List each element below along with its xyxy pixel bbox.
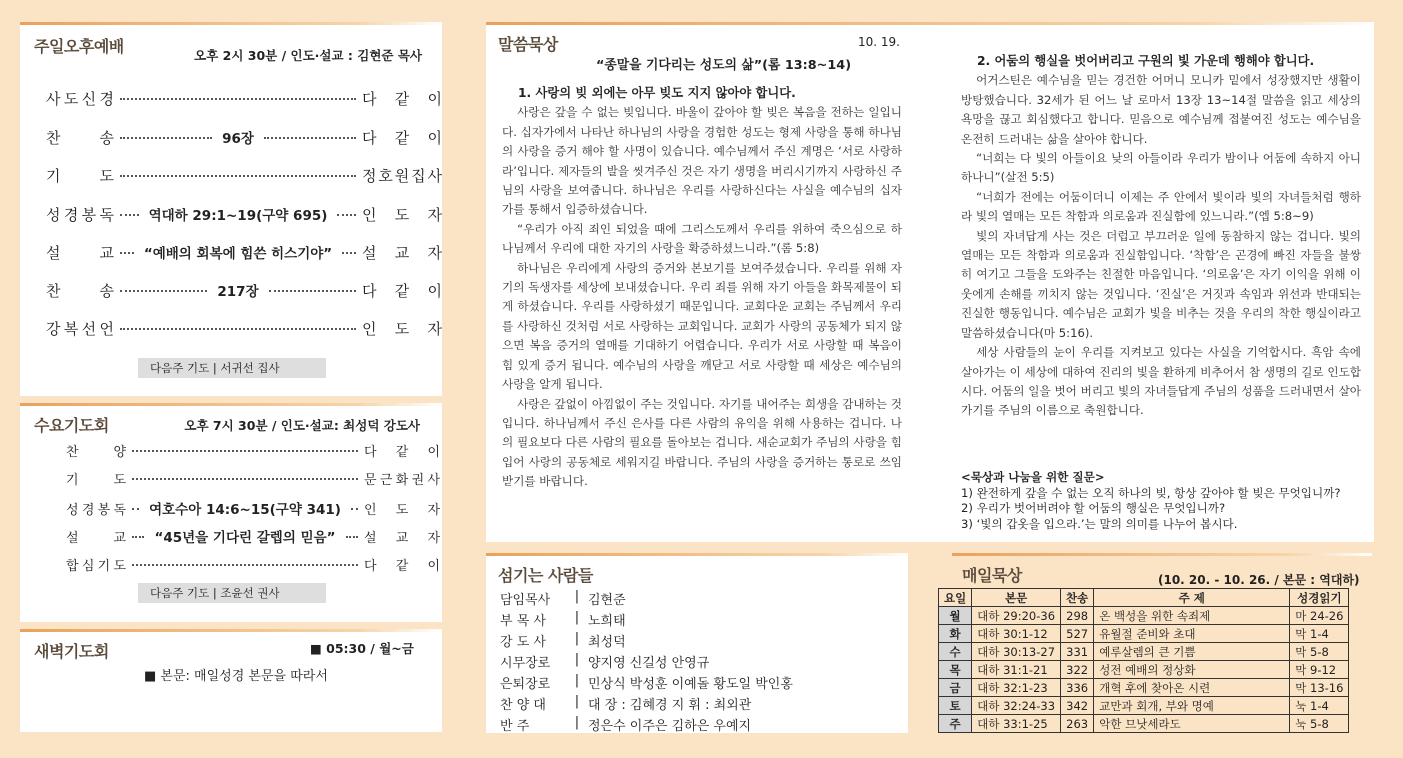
order-label: 성 경 봉 독 <box>66 503 126 518</box>
table-cell-text: 대하 31:1-21 <box>972 661 1061 679</box>
section-bar <box>952 553 1372 556</box>
section-title: 주일오후예배 <box>34 37 124 56</box>
separator: | <box>574 631 580 646</box>
order-row <box>66 441 440 460</box>
table-cell-hymn: 331 <box>1061 643 1094 661</box>
separator: | <box>574 673 580 688</box>
table-header: 찬송 <box>1061 589 1094 607</box>
order-label: 기 도 <box>46 167 114 185</box>
question: 3) ‘빛의 갑옷을 입으라.’는 말의 의미를 나누어 봅시다. <box>961 516 1238 531</box>
order-label: 성 경 봉 독 <box>46 206 114 224</box>
servant-row <box>500 610 626 629</box>
servant-role: 반 주 <box>500 719 530 734</box>
separator: | <box>574 610 580 625</box>
sunday-pm-panel <box>20 22 442 396</box>
table-cell-text: 대하 29:20-36 <box>972 607 1061 625</box>
table-cell-day: 수 <box>939 643 972 661</box>
section-bar <box>20 22 442 25</box>
table-cell-day: 토 <box>939 697 972 715</box>
order-detail: 역대하 29:1~19(구약 695) <box>148 208 328 224</box>
order-leader: 다 같 이 <box>364 445 440 460</box>
servant-role: 담임목사 <box>500 593 551 608</box>
dawn-text: ■ 본문: 매일성경 본문을 따라서 <box>144 669 328 684</box>
leader-dots <box>132 564 358 566</box>
table-cell-text: 대하 32:1-23 <box>972 679 1061 697</box>
section-title: 새벽기도회 <box>34 642 109 661</box>
servant-role: 부 목 사 <box>500 614 546 629</box>
table-cell-read: 막 5-8 <box>1290 643 1349 661</box>
questions-title: <묵상과 나눔을 위한 질문> <box>961 470 1105 484</box>
table-cell-hymn: 527 <box>1061 625 1094 643</box>
leader-dots <box>120 137 212 139</box>
leader-dots <box>120 290 207 292</box>
service-info: 오후 7시 30분 / 인도·설교: 최성덕 강도사 <box>184 418 420 433</box>
servant-row <box>500 631 626 650</box>
order-label: 강 복 선 언 <box>46 320 114 338</box>
table-cell-read: 막 1-4 <box>1290 625 1349 643</box>
order-leader: 인 도 자 <box>362 320 442 338</box>
section-bar <box>20 403 442 406</box>
order-leader: 정 호 원 집 사 <box>362 167 442 185</box>
order-leader: 다 같 이 <box>364 559 440 574</box>
table-cell-text: 대하 33:1-25 <box>972 715 1061 733</box>
meditation-panel <box>486 22 1374 542</box>
table-cell-hymn: 342 <box>1061 697 1094 715</box>
meditation-column-right <box>961 52 1361 421</box>
order-detail: 217장 <box>217 284 259 300</box>
table-cell-day: 주 <box>939 715 972 733</box>
leader-dots <box>132 478 358 480</box>
table-row <box>939 715 1349 733</box>
order-row <box>46 127 442 148</box>
leader-dots <box>346 536 358 538</box>
table-cell-theme: 성전 예배의 정상화 <box>1094 661 1290 679</box>
scripture-quote: “너희는 다 빛의 아들이요 낮의 아들이라 우리가 밤이나 어둠에 속하지 아니하나니”(살전 5:5) <box>961 151 1361 185</box>
order-label: 찬 송 <box>46 282 114 300</box>
leader-dots <box>120 98 356 100</box>
servant-names: 최성덕 <box>588 635 626 650</box>
order-leader: 설 교 자 <box>362 244 442 262</box>
servant-role: 은퇴장로 <box>500 677 551 692</box>
order-label: 찬 양 <box>66 445 126 460</box>
servant-names: 노희태 <box>588 614 626 629</box>
separator: | <box>574 715 580 730</box>
order-leader: 설 교 자 <box>364 531 441 546</box>
table-cell-day: 화 <box>939 625 972 643</box>
leader-dots <box>351 508 358 510</box>
dawn-panel <box>20 629 442 732</box>
order-detail: “45년을 기다린 갈렙의 믿음” <box>154 530 336 546</box>
order-leader: 인 도 자 <box>364 503 440 518</box>
order-label: 설 교 <box>66 531 126 546</box>
table-header: 요일 <box>939 589 972 607</box>
order-label: 설 교 <box>46 244 114 262</box>
leader-dots <box>120 214 139 216</box>
order-row <box>46 318 442 339</box>
scripture-quote: “우리가 아직 죄인 되었을 때에 그리스도께서 우리를 위하여 죽으심으로 하나님께서 우리에 대한 자기의 사랑을 확증하셨느니라.”(롬 5:8) <box>502 221 902 256</box>
servant-role: 찬 양 대 <box>500 698 546 713</box>
table-cell-text: 대하 30:1-12 <box>972 625 1061 643</box>
table-row <box>939 643 1349 661</box>
leader-dots <box>120 328 356 330</box>
leader-dots <box>264 137 356 139</box>
table-cell-theme: 온 백성을 위한 속죄제 <box>1094 607 1290 625</box>
separator: | <box>574 652 580 667</box>
order-row <box>46 88 442 109</box>
point-heading: 1. 사랑의 빚 외에는 아무 빚도 지지 않아야 합니다. <box>517 86 796 100</box>
order-row <box>66 498 440 518</box>
servant-names: 정은수 이주은 김하은 우예지 <box>588 719 752 734</box>
next-week-prayer: 다음주 기도 | 서귀선 집사 <box>138 358 326 378</box>
table-cell-day: 목 <box>939 661 972 679</box>
leader-dots <box>269 290 356 292</box>
service-info: 오후 2시 30분 / 인도·설교 : 김현준 목사 <box>194 48 422 63</box>
section-bar <box>486 22 1374 25</box>
dawn-time: ■ 05:30 / 월~금 <box>310 641 414 656</box>
table-header: 본문 <box>972 589 1061 607</box>
order-leader: 다 같 이 <box>362 282 443 300</box>
point-heading: 2. 어둠의 행실을 벗어버리고 구원의 빛 가운데 행해야 합니다. <box>976 54 1315 68</box>
table-row <box>939 625 1349 643</box>
leader-dots <box>132 536 144 538</box>
table-cell-read: 눅 5-8 <box>1290 715 1349 733</box>
order-row <box>66 469 440 488</box>
table-cell-theme: 개혁 후에 찾아온 시련 <box>1094 679 1290 697</box>
order-row <box>46 204 442 225</box>
separator: | <box>574 694 580 709</box>
scripture-quote: “너희가 전에는 어둠이더니 이제는 주 안에서 빛이라 빛의 자녀들처럼 행하라 빛의 열매는 모든 착함과 의로움과 진실함에 있느니라.”(엡 5:8~9) <box>961 189 1361 224</box>
order-row <box>46 242 442 263</box>
order-row <box>66 555 440 574</box>
servant-names: 김현준 <box>588 593 626 608</box>
order-row <box>46 280 442 301</box>
leader-dots <box>120 175 356 177</box>
table-cell-read: 막 9-12 <box>1290 661 1349 679</box>
table-cell-read: 마 24-26 <box>1290 607 1349 625</box>
order-detail: 96장 <box>222 131 254 147</box>
order-row <box>46 165 442 186</box>
table-header: 성경읽기 <box>1290 589 1349 607</box>
meditation-date: 10. 19. <box>858 35 900 49</box>
question: 2) 우리가 벗어버려야 할 어둠의 행실은 무엇입니까? <box>961 501 1226 516</box>
meditation-column-left <box>502 84 902 492</box>
order-detail: “예배의 회복에 힘쓴 히스기야” <box>143 246 333 262</box>
separator: | <box>574 589 580 604</box>
order-leader: 다 같 이 <box>362 90 442 108</box>
servant-names: 대 장 : 김혜경 지 휘 : 최외관 <box>588 698 752 713</box>
table-header: 주 제 <box>1094 589 1290 607</box>
paragraph: 세상 사람들의 눈이 우리를 지켜보고 있다는 사실을 기억합시다. 흑암 속에 살아가는 이 세상에 대하여 진리의 빛을 환하게 비추어서 참 생명의 길로 인도합시다. 어둠의 일을 벗어 버리고 빛의 자녀들답게 주님의 성품을 드러내면서 살아가기를 주님의 이름으로 축원합니다. <box>961 345 1361 418</box>
table-cell-read: 눅 1-4 <box>1290 697 1349 715</box>
table-cell-hymn: 336 <box>1061 679 1094 697</box>
order-label: 기 도 <box>66 473 126 488</box>
leader-dots <box>337 214 356 216</box>
table-cell-hymn: 322 <box>1061 661 1094 679</box>
table-cell-hymn: 298 <box>1061 607 1094 625</box>
table-cell-text: 대하 30:13-27 <box>972 643 1061 661</box>
leader-dots <box>132 508 139 510</box>
table-row <box>939 661 1349 679</box>
servants-panel <box>486 553 908 733</box>
leader-dots <box>132 450 358 452</box>
table-cell-read: 막 13-16 <box>1290 679 1349 697</box>
section-bar <box>20 629 442 632</box>
leader-dots <box>120 252 134 254</box>
table-cell-day: 금 <box>939 679 972 697</box>
servant-names: 민상식 박성훈 이예돌 황도일 박인홍 <box>588 677 793 692</box>
daily-range: (10. 20. - 10. 26. / 본문 : 역대하) <box>1158 573 1360 587</box>
order-detail: 여호수아 14:6~15(구약 341) <box>149 502 341 518</box>
order-leader: 문 근 화 권 사 <box>364 473 440 488</box>
section-title: 섬기는 사람들 <box>498 566 593 585</box>
servant-role: 강 도 사 <box>500 635 546 650</box>
table-row <box>939 679 1349 697</box>
servant-row <box>500 652 709 671</box>
discussion-questions <box>961 470 1361 532</box>
servant-role: 시무장로 <box>500 656 551 671</box>
daily-table <box>938 588 1349 733</box>
table-cell-hymn: 263 <box>1061 715 1094 733</box>
table-cell-theme: 예루살렘의 큰 기쁨 <box>1094 643 1290 661</box>
servant-row <box>500 694 751 713</box>
section-bar <box>486 553 908 556</box>
section-title: 수요기도회 <box>34 416 109 435</box>
servant-row <box>500 715 751 734</box>
table-cell-theme: 유월절 준비와 초대 <box>1094 625 1290 643</box>
order-row <box>66 526 440 546</box>
order-leader: 다 같 이 <box>362 129 443 147</box>
paragraph: 하나님은 우리에게 사랑의 증거와 본보기를 보여주셨습니다. 우리를 위해 자기의 독생자를 세상에 보내셨습니다. 우리 죄를 위해 자기 아들을 화목제물이 되게 하셨습니다. 우리를 사랑하셨기 때문입니다. 교회다운 교회는 주님께서 우리를 사랑하신 것처럼 서로 사랑하는 교회입니다. 교회가 사랑의 공동체가 되지 않으면 복음 증거의 열매를 기대하기 어렵습니다. 우리가 서로 사랑할 때 복음이 힘 있게 증거 됩니다. 예수님의 사랑을 깨닫고 서로 사랑할 때 세상은 예수님의 사랑을 알게 됩니다. <box>502 260 902 392</box>
servant-row <box>500 589 626 608</box>
table-cell-day: 월 <box>939 607 972 625</box>
question: 1) 완전하게 갚을 수 없는 오직 하나의 빚, 항상 갚아야 할 빚은 무엇입니까? <box>961 485 1341 500</box>
paragraph: 사랑은 갚없이 아낌없이 주는 것입니다. 자기를 내어주는 희생을 감내하는 것입니다. 하나님께서 주신 은사를 다른 사람의 유익을 위해 사용하는 겁니다. 나의 필요보다 다른 사람의 필요를 돌아보는 겁니다. 새순교회가 주님의 사랑을 힘입어 사랑의 공동체로 세워지길 바랍니다. 주님의 사랑을 증거하는 통로로 쓰임 받기를 바랍니다. <box>502 396 902 489</box>
table-row <box>939 607 1349 625</box>
section-title: 말씀묵상 <box>498 35 558 54</box>
servant-row <box>500 673 793 692</box>
order-label: 사 도 신 경 <box>46 90 114 108</box>
sermon-subtitle: “종말을 기다리는 성도의 삶”(롬 13:8~14) <box>596 58 852 73</box>
paragraph: 사랑은 갚을 수 없는 빚입니다. 바울이 갚아야 할 빚은 복음을 전하는 일입니다. 십자가에서 나타난 하나님의 사랑을 경험한 성도는 형제 사랑을 통해 하나님의 사랑을 증거 해야 할 사명이 있습니다. 예수님께서 주신 계명은 ‘서로 사랑하라’입니다. 제자들의 발을 씻겨주신 것은 자기 생명을 버리시기까지 사랑하신 주님의 사랑을 보여줍니다. 하나님은 우리를 사랑하신다는 사실을 예수님의 십자가를 통해서 입증하셨습니다. <box>502 105 902 217</box>
next-week-prayer: 다음주 기도 | 조윤선 권사 <box>138 583 326 603</box>
table-cell-theme: 악한 므낫세라도 <box>1094 715 1290 733</box>
table-row <box>939 697 1349 715</box>
order-leader: 인 도 자 <box>362 206 442 224</box>
servant-names: 양지영 신길성 안영규 <box>588 656 710 671</box>
paragraph: 어거스틴은 예수님을 믿는 경건한 어머니 모니카 밑에서 성장했지만 생활이 방탕했습니다. 32세가 된 어느 날 로마서 13장 13~14절 말씀을 읽고 세상의 욕망을 끊고 회심했다고 합니다. 믿음으로 예수님께 접붙여진 성도는 예수님을 온전히 드러내는 삶을 살아야 합니다. <box>961 73 1361 146</box>
table-cell-text: 대하 32:24-33 <box>972 697 1061 715</box>
order-label: 합 심 기 도 <box>66 559 126 574</box>
leader-dots <box>342 252 356 254</box>
section-title: 매일묵상 <box>962 566 1022 585</box>
paragraph: 빛의 자녀답게 사는 것은 더럽고 부끄러운 일에 동참하지 않는 겁니다. 빛의 열매는 모든 착함과 의로움과 진실함입니다. ‘착함’은 곤경에 빠진 자들을 불쌍히 여기고 그들을 도와주는 친절한 마음입니다. ‘의로움’은 자기 이익을 위해 이웃에게 손해를 끼치지 않는 것입니다. ‘진실’은 거짓과 속임과 위선과 반대되는 진실한 행동입니다. 예수님은 교회가 빛을 비추는 것을 우리의 착한 행실이라고 말씀하셨습니다(마 5:16). <box>961 228 1361 340</box>
wednesday-panel <box>20 403 442 622</box>
table-cell-theme: 교만과 회개, 부와 명예 <box>1094 697 1290 715</box>
order-label: 찬 송 <box>46 129 114 147</box>
